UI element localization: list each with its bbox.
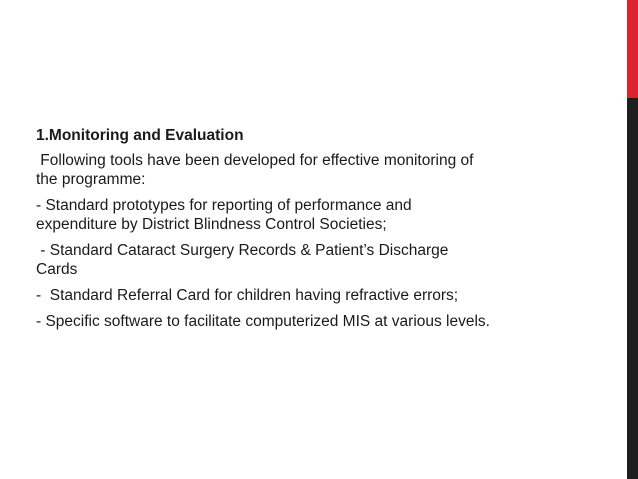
paragraph-intro [36,151,616,189]
paragraph-line: - Standard prototypes for reporting of performance and [36,197,412,214]
slide-content [36,126,616,338]
paragraph-software [36,312,616,331]
paragraph-referral-card [36,286,616,305]
paragraph-line: Following tools have been developed for effective monitoring of [36,152,474,169]
paragraph-prototypes [36,196,616,234]
paragraph-line: expenditure by District Blindness Control Societies; [36,216,387,233]
paragraph-line: Cards [36,261,78,278]
paragraph-line: the programme: [36,171,146,188]
accent-bar-black [627,98,638,479]
paragraph-line: - Standard Referral Card for children having refractive errors; [36,287,459,304]
accent-bar-red [627,0,638,98]
section-heading: 1.Monitoring and Evaluation [36,127,244,144]
paragraph-cataract-records [36,241,616,279]
paragraph-line: - Specific software to facilitate computerized MIS at various levels. [36,313,490,330]
paragraph-line: - Standard Cataract Surgery Records & Patient’s Discharge [36,242,449,259]
